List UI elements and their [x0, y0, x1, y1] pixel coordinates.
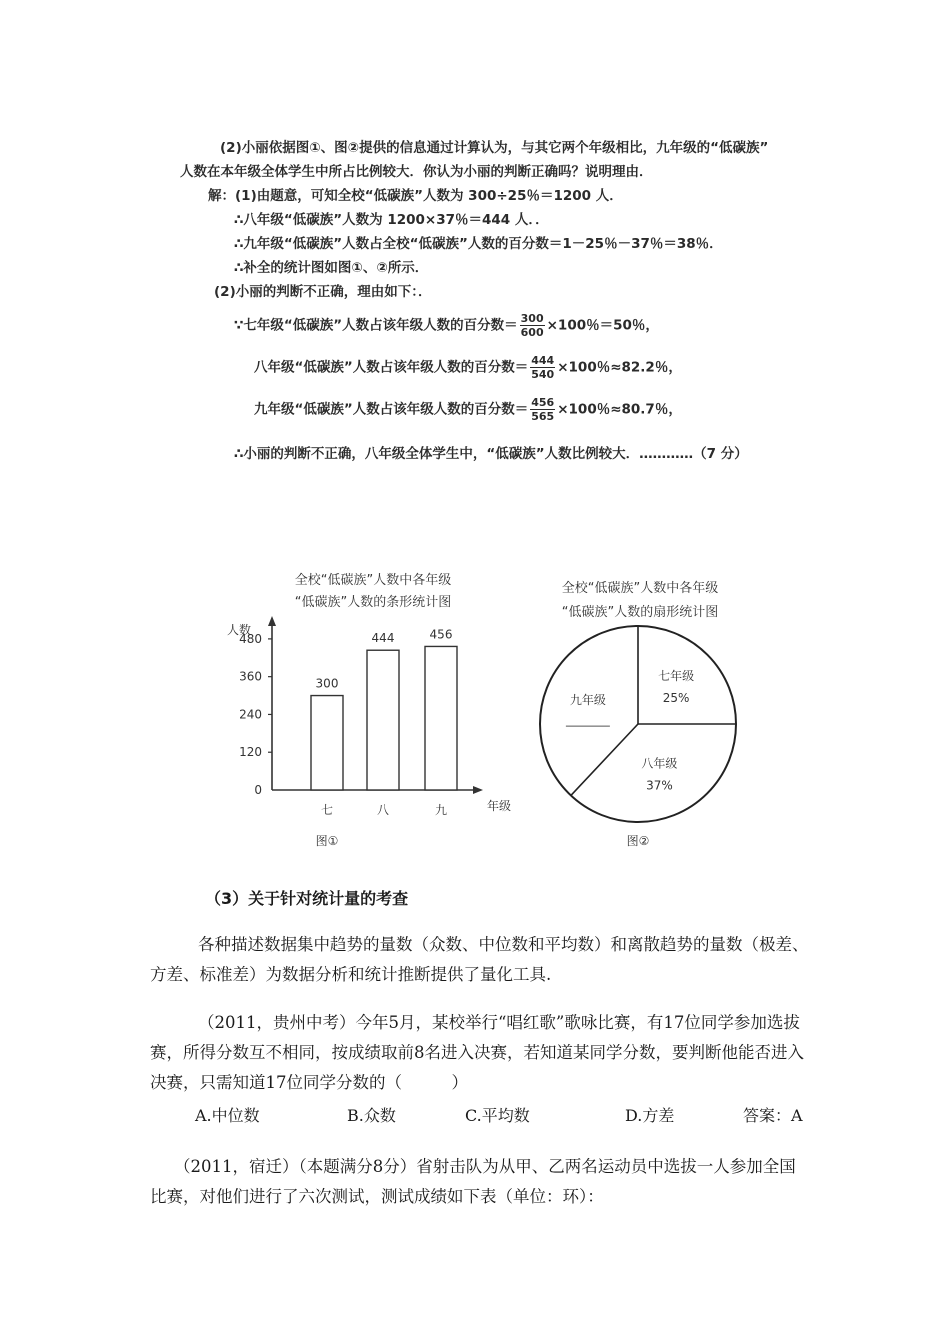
choice-a: A.中位数	[195, 1106, 260, 1125]
choice-b: B.众数	[347, 1106, 396, 1125]
ratio-grade-8	[254, 354, 682, 381]
y-tick-label: 0	[254, 783, 262, 797]
bar	[367, 650, 399, 790]
question-1-text: （2011，贵州中考）今年5月，某校举行“唱红歌”歌咏比赛，有17位同学参加选拔赛，所得分数互不相同，按成绩取前8名进入决赛，若知道某同学分数，要判断他能否进入决赛，只需知道17位同学分数的（ ）	[150, 1013, 804, 1092]
bar	[311, 696, 343, 790]
ratio-7-label: ∵七年级“低碳族”人数占该年级人数的百分数＝	[234, 317, 518, 334]
bar-chart	[227, 572, 511, 848]
ratio-9-result: ×100％≈80.7％，	[557, 401, 682, 418]
bars	[311, 627, 457, 817]
pie-chart	[540, 580, 736, 848]
choice-c: C.平均数	[465, 1106, 530, 1125]
solution-step-4: ∴补全的统计图如图①、②所示．	[234, 260, 429, 276]
fraction-7-numerator: 300	[520, 312, 544, 325]
solution-step-3: ∴九年级“低碳族”人数占全校“低碳族”人数的百分数＝1－25％－37％＝38％．	[234, 236, 723, 252]
pie-chart-title-1: 全校“低碳族”人数中各年级	[561, 581, 719, 596]
y-tick-label: 120	[239, 745, 262, 760]
figures	[215, 560, 755, 860]
ratio-7-result: ×100％＝50％，	[546, 317, 659, 334]
fraction-7-denominator: 600	[520, 326, 544, 339]
fraction-7	[520, 312, 545, 339]
fraction-8-denominator: 540	[531, 368, 555, 381]
question-2-text: （2011，宿迁）（本题满分8分）省射击队为从甲、乙两名运动员中选拔一人参加全国比赛，对他们进行了六次测试，测试成绩如下表（单位：环）：	[150, 1157, 796, 1206]
x-tick-label: 九	[434, 803, 448, 817]
y-tick-label: 240	[239, 707, 262, 722]
y-tick-label: 480	[239, 631, 262, 646]
ratio-8-label: 八年级“低碳族”人数占该年级人数的百分数＝	[254, 359, 529, 376]
ratio-grade-9	[254, 396, 682, 423]
y-ticks	[239, 632, 272, 797]
bar-data-label: 444	[371, 631, 395, 646]
solution-scan	[180, 122, 830, 472]
question-1-answer: 答案：A	[743, 1106, 803, 1125]
choice-d: D.方差	[625, 1106, 675, 1125]
pie-slice-label: 八年级	[641, 756, 678, 771]
fraction-9	[530, 396, 555, 423]
section-heading: （3）关于针对统计量的考查	[205, 889, 409, 908]
question-2-text-cont: 人数在本年级全体学生中所占比例较大．你认为小丽的判断正确吗？说明理由．	[180, 164, 653, 180]
pie-slice-label: 九年级	[569, 693, 606, 708]
section-intro: 各种描述数据集中趋势的量数（众数、中位数和平均数）和离散趋势的量数（极差、方差、标准差）为数据分析和统计推断提供了量化工具.	[150, 935, 809, 984]
pie-slice-value: 37%	[646, 778, 673, 793]
solution-step-2: ∴八年级“低碳族”人数为 1200×37％＝444 人．．	[234, 212, 549, 228]
bar-chart-title-1: 全校“低碳族”人数中各年级	[294, 573, 452, 588]
pie-slice-value: 25%	[662, 690, 690, 705]
ratio-9-label: 九年级“低碳族”人数占该年级人数的百分数＝	[254, 401, 529, 418]
x-axis-arrow-icon	[473, 786, 483, 794]
pie-slice-label: 七年级	[658, 668, 695, 683]
x-tick-label: 八	[376, 803, 390, 817]
pie-chart-caption: 图②	[626, 834, 650, 848]
figures-svg	[215, 560, 755, 860]
solution-conclusion: ∴小丽的判断不正确，八年级全体学生中，“低碳族”人数比例较大．…………（7 分）	[234, 446, 748, 462]
bar	[425, 646, 457, 790]
fraction-8-numerator: 444	[531, 354, 555, 367]
fraction-9-denominator: 565	[531, 410, 555, 423]
bar-chart-title-2: “低碳族”人数的条形统计图	[294, 595, 452, 610]
ratio-8-result: ×100％≈82.2％，	[557, 359, 682, 376]
fraction-8	[530, 354, 555, 381]
y-tick-label: 360	[239, 669, 262, 684]
bar-chart-y-label: 人数	[227, 623, 252, 637]
pie-slices	[540, 626, 736, 822]
x-tick-label: 七	[320, 803, 334, 817]
bar-chart-caption: 图①	[315, 834, 339, 848]
bar-chart-x-label: 年级	[487, 799, 512, 813]
question-2-text: (2)小丽依据图①、图②提供的信息通过计算认为，与其它两个年级相比，九年级的“低碳族”	[220, 140, 769, 156]
bar-data-label: 300	[315, 676, 339, 691]
fraction-9-numerator: 456	[531, 396, 555, 409]
bar-data-label: 456	[429, 627, 453, 642]
solution-step-5: (2)小丽的判断不正确，理由如下：．	[214, 284, 432, 300]
pie-chart-title-2: “低碳族”人数的扇形统计图	[561, 605, 719, 620]
y-axis-arrow-icon	[268, 616, 276, 626]
solution-step-1: 解：(1)由题意，可知全校“低碳族”人数为 300÷25％＝1200 人．	[208, 188, 623, 204]
ratio-grade-7	[234, 312, 659, 339]
